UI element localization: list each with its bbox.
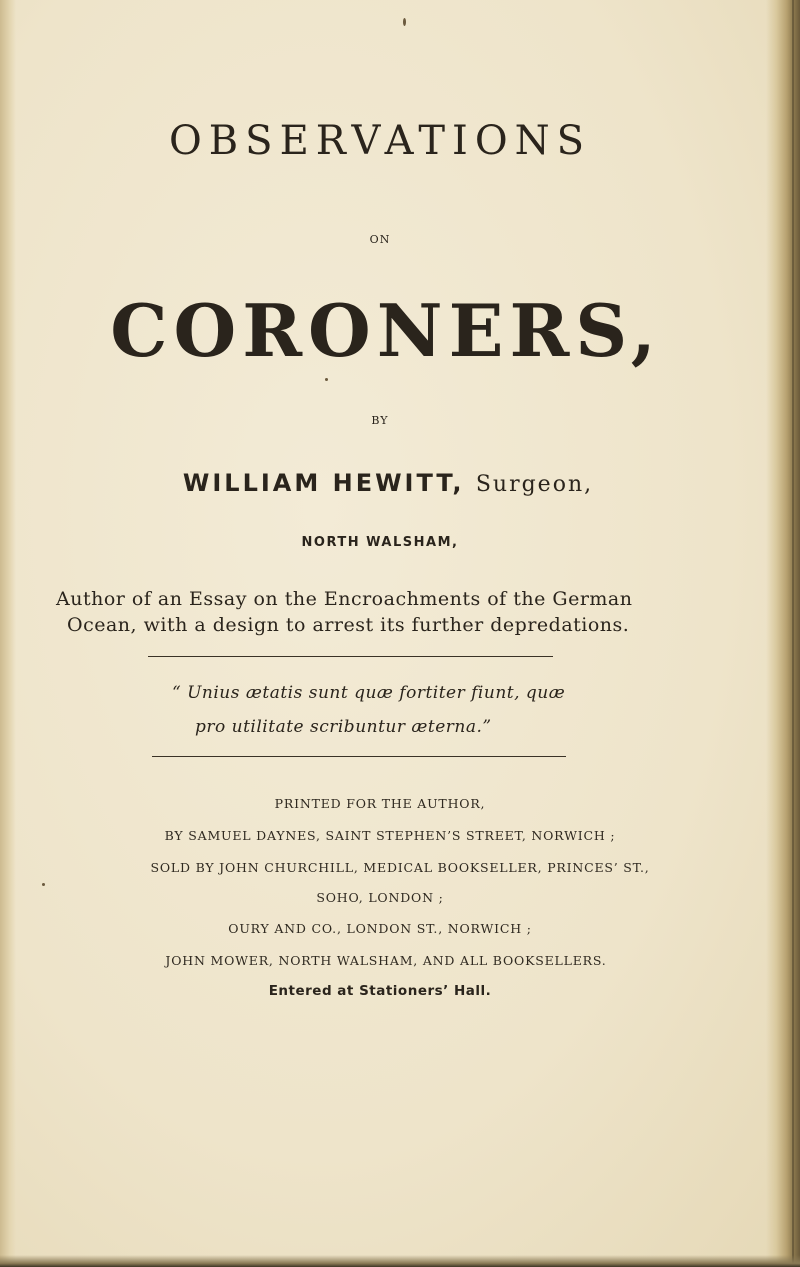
imprint-line: PRINTED FOR THE AUTHOR, [274, 796, 486, 811]
ink-speck [42, 883, 45, 886]
imprint-line: SOHO, LONDON ; [316, 890, 444, 905]
bottom-edge [0, 1255, 800, 1267]
stationers-hall-entry: Entered at Stationers’ Hall. [268, 983, 492, 999]
author-title: Surgeon, [475, 472, 594, 497]
book-subject: CORONERS, [110, 288, 662, 373]
title-connector-by: BY [371, 414, 389, 427]
ink-speck [325, 378, 328, 381]
imprint-line: BY SAMUEL DAYNES, SAINT STEPHEN’S STREET, NORWICH ; [164, 828, 616, 843]
divider-rule [152, 756, 566, 757]
ink-speck [403, 18, 406, 26]
epigraph-line-2: pro utilitate scribuntur æterna.” [195, 717, 492, 737]
title-connector-on: ON [369, 233, 391, 246]
page-stack-edge [766, 0, 800, 1267]
author-place: NORTH WALSHAM, [301, 535, 459, 550]
imprint-line: OURY AND CO., LONDON ST., NORWICH ; [228, 921, 532, 936]
author-line [8, 469, 768, 497]
author-name: WILLIAM HEWITT, [182, 469, 465, 497]
author-description-line-2: Ocean, with a design to arrest its further depredations. [67, 614, 630, 636]
book-title: OBSERVATIONS [168, 118, 592, 164]
divider-rule [148, 656, 553, 657]
imprint-line: SOLD BY JOHN CHURCHILL, MEDICAL BOOKSELLER, PRINCES’ ST., [150, 860, 650, 875]
imprint-line: JOHN MOWER, NORTH WALSHAM, AND ALL BOOKSELLERS. [165, 953, 607, 968]
author-description-line-1: Author of an Essay on the Encroachments of the German [56, 588, 633, 610]
epigraph-line-1: “ Unius ætatis sunt quæ fortiter fiunt, quæ [172, 683, 566, 703]
binding-edge [0, 0, 16, 1267]
